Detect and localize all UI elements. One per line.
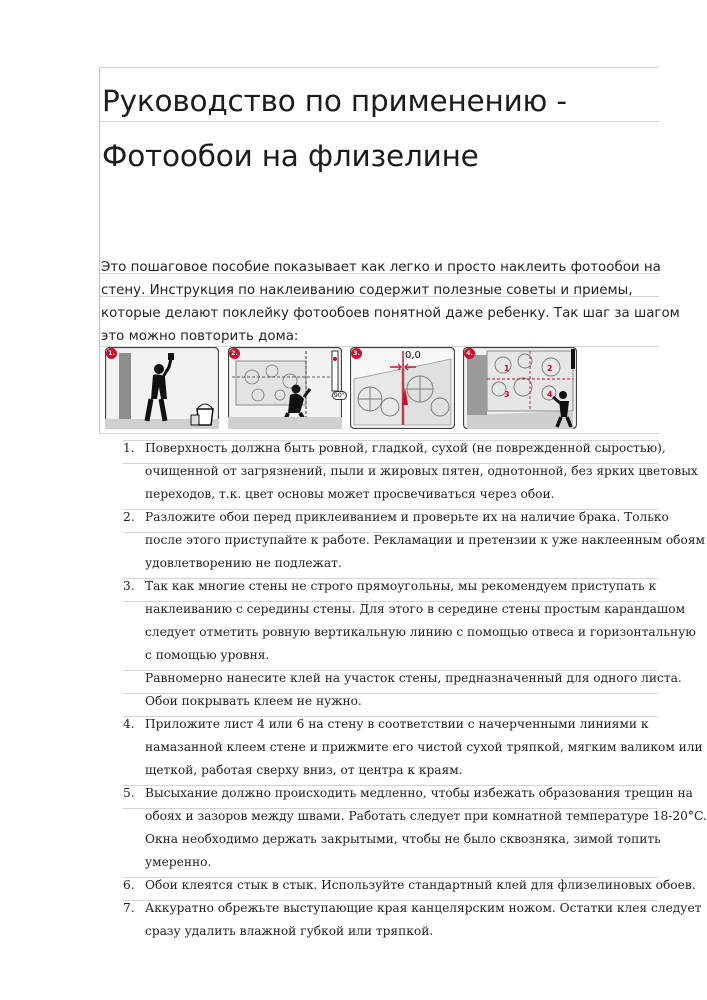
step-text-line: следует отметить ровную вертикальную линию с помощью отвеса и горизонтальную <box>145 625 696 639</box>
page-title-line-2: Фотообои на флизелине <box>102 139 479 173</box>
step-text-line: Приложите лист 4 или 6 на стену в соответствии с начерченными линиями к <box>145 717 649 731</box>
panel-3-butt-joint <box>350 347 455 429</box>
step-text-line: Аккуратно обрежьте выступающие края канцелярским ножом. Остатки клея следует <box>145 901 702 915</box>
step-number: 2. <box>123 510 135 524</box>
step-text-line: щеткой, работая сверху вниз, от центра к краям. <box>145 763 463 777</box>
sheet-number: 1 <box>504 364 510 373</box>
intro-line: это можно повторить дома: <box>101 329 299 344</box>
step-text-line: обоях и зазоров между швами. Работать следует при комнатной температуре 18-20°C. <box>145 809 707 823</box>
panel-badge: 3. <box>351 348 362 359</box>
panel-1-prime-wall <box>105 347 219 429</box>
step-text-line: Обои покрывать клеем не нужно. <box>145 694 362 708</box>
step-text-line: Обои клеятся стык в стык. Используйте стандартный клей для флизелиновых обоев. <box>145 878 696 892</box>
step-text-line: Поверхность должна быть ровной, гладкой, сухой (не поврежденной сыростью), <box>145 441 666 455</box>
step-text-line: Равномерно нанесите клей на участок стены, предназначенный для одного листа. <box>145 671 682 685</box>
step-text-line: переходов, т.к. цвет основы может просвечиваться через обои. <box>145 487 555 501</box>
panel-badge: 1. <box>106 348 117 359</box>
step-text-line: сразу удалить влажной губкой или тряпкой. <box>145 924 434 938</box>
page-title-line-1: Руководство по применению - <box>102 84 567 118</box>
guide-line <box>99 121 659 122</box>
step-text-line: Разложите обои перед приклеиванием и проверьте их на наличие брака. Только <box>145 510 669 524</box>
step-number: 7. <box>123 901 135 915</box>
sheet-number: 2 <box>547 364 553 373</box>
step-text-line: Высыхание должно происходить медленно, чтобы избежать образования трещин на <box>145 786 693 800</box>
step-text-line: Окна необходимо держать закрытыми, чтобы не было сквозняка, зимой топить <box>145 832 661 846</box>
step-text-line: Так как многие стены не строго прямоугольны, мы рекомендуем приступать к <box>145 579 657 593</box>
gap-label: 0,0 <box>405 350 421 361</box>
panel-badge: 2. <box>229 348 240 359</box>
panel-badge: 4. <box>464 348 475 359</box>
step-text-line: с помощью уровня. <box>145 648 270 662</box>
step-number: 6. <box>123 878 135 892</box>
step-text-line: очищенной от загрязнений, пыли и жировых пятен, однотонной, без ярких цветовых <box>145 464 698 478</box>
step-number: 4. <box>123 717 135 731</box>
intro-line: которые делают поклейку фотообоев понятной даже ребенку. Так шаг за шагом <box>101 306 680 321</box>
sheet-number: 4 <box>547 390 553 399</box>
intro-line: Это пошаговое пособие показывает как легко и просто наклеить фотообои на <box>101 260 661 275</box>
step-text-line: умеренно. <box>145 855 212 869</box>
step-text-line: удовлетворению не подлежат. <box>145 556 342 570</box>
panel-4-sheet-order <box>463 347 577 429</box>
frame-bottom-border <box>99 433 659 434</box>
step-number: 3. <box>123 579 135 593</box>
panel-2-mark-lines <box>228 347 345 429</box>
intro-line: стену. Инструкция по наклеиванию содержит полезные советы и приемы, <box>101 283 633 298</box>
step-text-line: после этого приступайте к работе. Рекламации и претензии к уже наклеенным обоям <box>145 533 706 547</box>
step-text-line: наклеиванию с середины стены. Для этого в середине стены простым карандашом <box>145 602 686 616</box>
frame-top-border <box>99 67 659 68</box>
frame-left-border <box>99 67 100 434</box>
sheet-number: 3 <box>504 390 510 399</box>
step-number: 5. <box>123 786 135 800</box>
step-number: 1. <box>123 441 135 455</box>
step-text-line: намазанной клеем стене и прижмите его чистой сухой тряпкой, мягким валиком или <box>145 740 703 754</box>
angle-label: 90° <box>334 392 345 399</box>
